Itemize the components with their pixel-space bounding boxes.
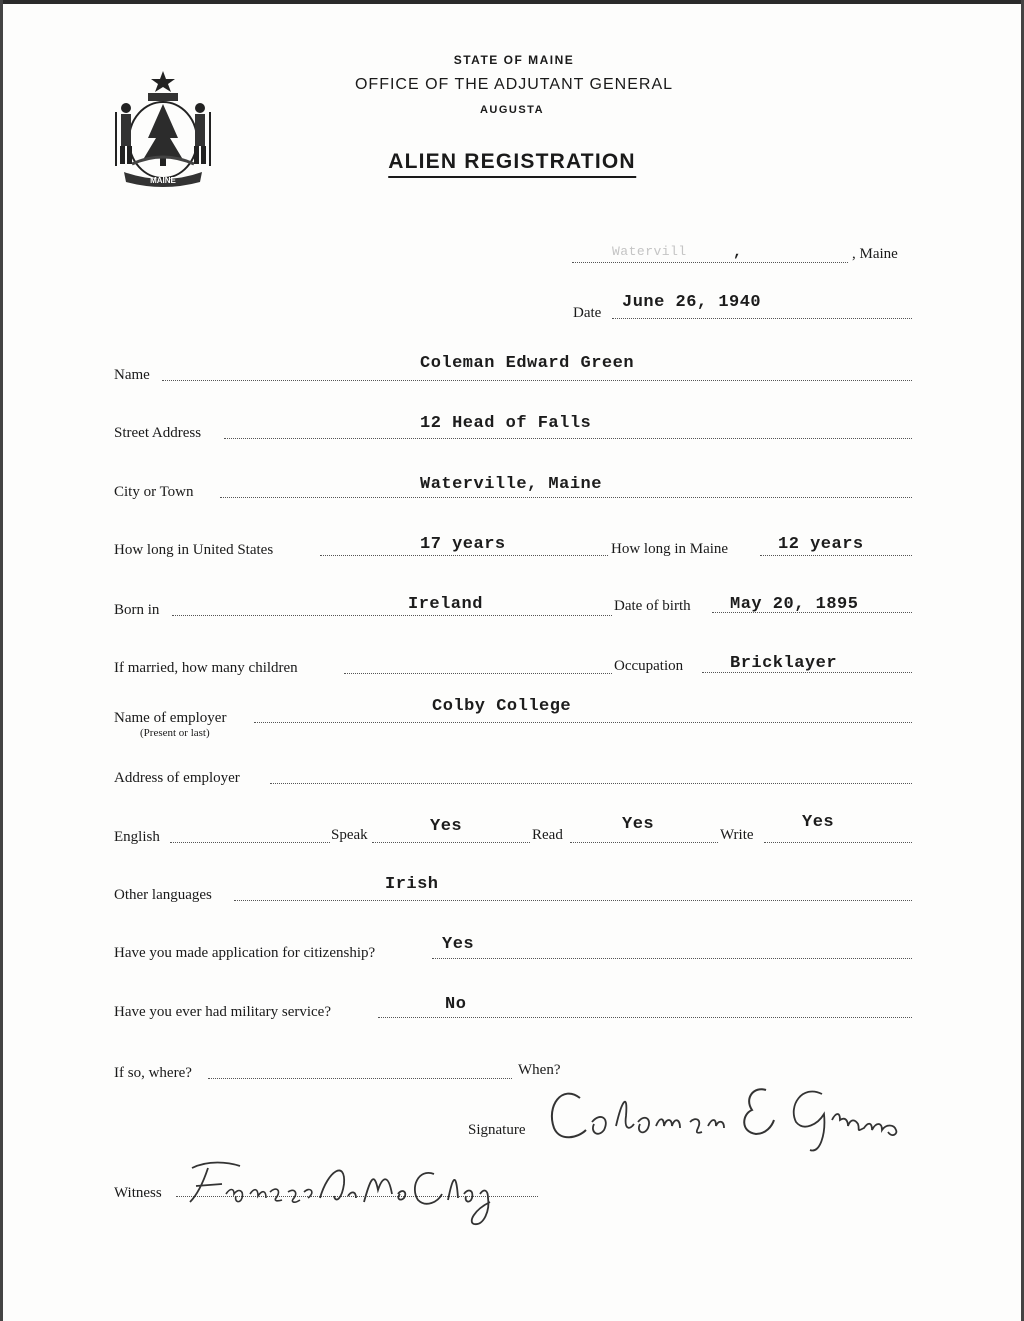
how-long-maine-label: How long in Maine xyxy=(611,541,729,557)
how-long-us-line xyxy=(320,555,608,556)
where-line xyxy=(208,1078,512,1079)
citizenship-label: Have you made application for citizenship? xyxy=(114,945,376,961)
date-label: Date xyxy=(573,305,602,321)
military-value: No xyxy=(445,995,467,1014)
english-line xyxy=(170,842,330,843)
city-label: City or Town xyxy=(114,484,194,500)
location-comma: , xyxy=(733,244,743,261)
name-value: Coleman Edward Green xyxy=(420,354,635,373)
employer-address-label: Address of employer xyxy=(114,770,240,786)
city-line xyxy=(220,497,912,498)
street-address-label: Street Address xyxy=(114,425,202,441)
employer-address-line xyxy=(270,783,912,784)
how-long-maine-line xyxy=(760,555,912,556)
how-long-us-label: How long in United States xyxy=(114,542,274,558)
scan-edge-top xyxy=(0,0,1024,4)
english-label: English xyxy=(114,829,160,845)
location-value: Watervill xyxy=(612,244,687,259)
seal-label: MAINE xyxy=(150,176,176,185)
header-city: AUGUSTA xyxy=(479,104,545,116)
date-value: June 26, 1940 xyxy=(622,293,762,312)
witness-label: Witness xyxy=(114,1185,162,1201)
signature-label: Signature xyxy=(468,1122,526,1138)
children-label: If married, how many children xyxy=(114,660,298,676)
location-suffix: , Maine xyxy=(852,246,898,262)
date-of-birth-label: Date of birth xyxy=(614,598,691,614)
how-long-maine-value: 12 years xyxy=(778,535,864,554)
read-value: Yes xyxy=(622,815,655,834)
header-office: OFFICE OF THE ADJUTANT GENERAL xyxy=(354,76,674,93)
born-in-label: Born in xyxy=(114,602,160,618)
citizenship-value: Yes xyxy=(442,935,475,954)
write-value: Yes xyxy=(802,813,835,832)
how-long-us-value: 17 years xyxy=(420,535,506,554)
speak-label: Speak xyxy=(331,827,368,843)
header-state: STATE OF MAINE xyxy=(453,53,575,67)
employer-line xyxy=(254,722,912,723)
write-line xyxy=(764,842,912,843)
signature-handwriting xyxy=(540,1076,950,1156)
born-in-value: Ireland xyxy=(408,595,483,614)
where-label: If so, where? xyxy=(114,1065,192,1081)
date-line xyxy=(612,318,912,319)
speak-line xyxy=(372,842,530,843)
form-title: ALIEN REGISTRATION xyxy=(388,150,636,178)
name-line xyxy=(162,380,912,381)
employer-label: Name of employer xyxy=(114,710,227,726)
city-value: Waterville, Maine xyxy=(420,475,602,494)
military-label: Have you ever had military service? xyxy=(114,1004,331,1020)
speak-value: Yes xyxy=(430,817,463,836)
citizenship-line xyxy=(432,958,912,959)
when-label: When? xyxy=(518,1062,561,1078)
name-label: Name xyxy=(114,367,150,383)
employer-sublabel: (Present or last) xyxy=(140,727,210,739)
read-label: Read xyxy=(532,827,563,843)
other-languages-line xyxy=(234,900,912,901)
other-languages-value: Irish xyxy=(385,875,439,894)
military-line xyxy=(378,1017,912,1018)
street-address-line xyxy=(224,438,912,439)
occupation-label: Occupation xyxy=(614,658,684,674)
maine-state-seal-icon xyxy=(108,68,218,190)
born-in-line xyxy=(172,615,612,616)
occupation-value: Bricklayer xyxy=(730,654,838,673)
other-languages-label: Other languages xyxy=(114,887,212,903)
street-address-value: 12 Head of Falls xyxy=(420,414,592,433)
employer-value: Colby College xyxy=(432,697,572,716)
write-label: Write xyxy=(720,827,754,843)
date-of-birth-value: May 20, 1895 xyxy=(730,595,859,614)
witness-handwriting xyxy=(178,1150,538,1230)
read-line xyxy=(570,842,718,843)
location-line xyxy=(572,262,848,263)
scan-edge-left xyxy=(0,0,3,1321)
children-line xyxy=(344,673,612,674)
